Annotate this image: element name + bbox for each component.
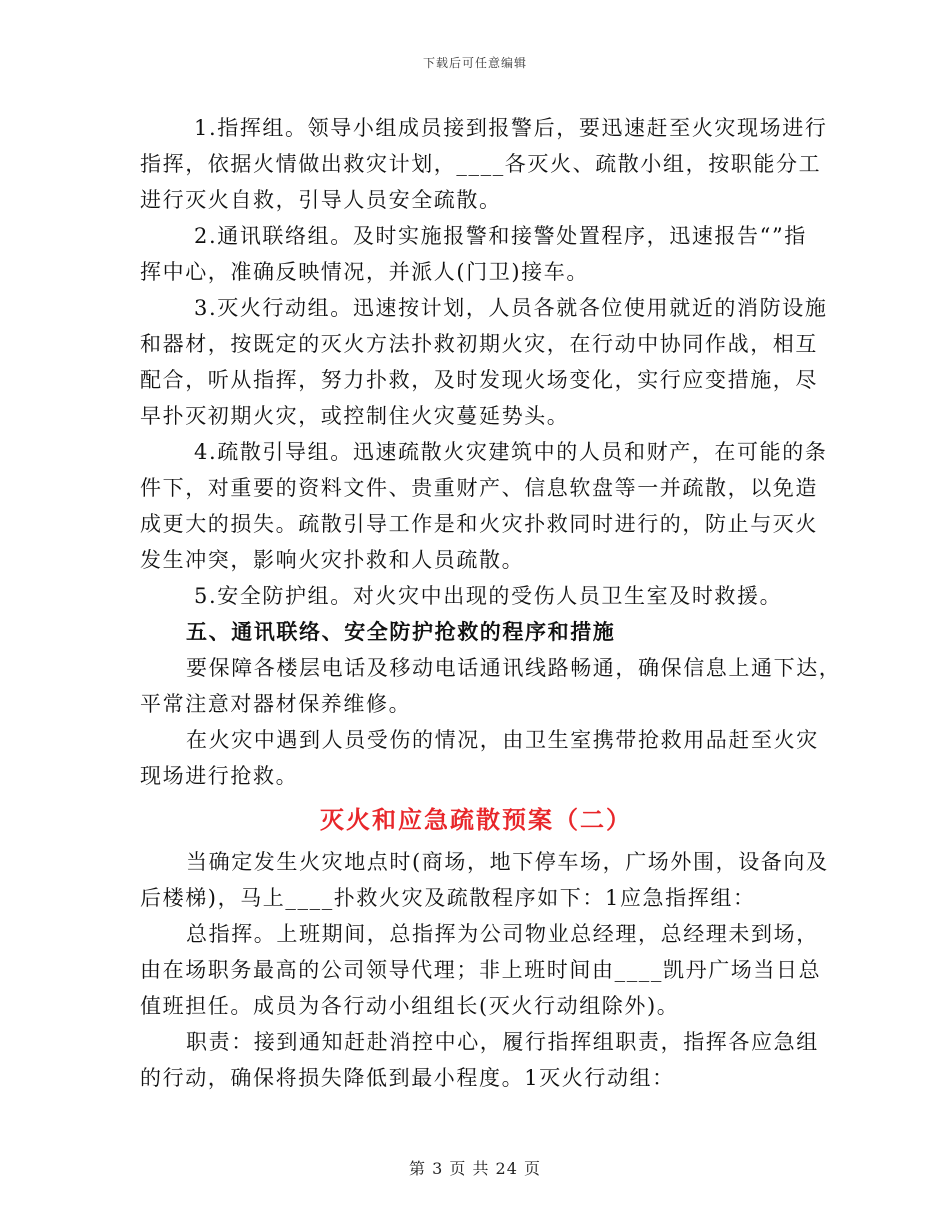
- text-line: 成更大的损失。疏散引导工作是和火灾扑救同时进行的，防止与灭火: [140, 512, 818, 536]
- text-line: 指挥，依据火情做出救灾计划，____各灭火、疏散小组，按职能分工: [140, 152, 822, 176]
- page-number: 第 3 页 共 24 页: [409, 1159, 541, 1178]
- text-line: 的行动，确保将损失降低到最小程度。1灭火行动组：: [140, 1066, 675, 1090]
- text-line: 现场进行抢救。: [140, 764, 299, 788]
- text-line: 4.疏散引导组。迅速疏散火灾建筑中的人员和财产，在可能的条: [194, 440, 828, 464]
- text-line: 当确定发生火灾地点时(商场，地下停车场，广场外围，设备向及: [186, 850, 829, 874]
- text-line: 2.通讯联络组。及时实施报警和接警处置程序，迅速报告“”指: [194, 224, 807, 248]
- document-body: [140, 110, 842, 1096]
- paragraph-communication-group: [140, 218, 812, 290]
- paragraph-firefighting-group: [140, 290, 828, 434]
- paragraph-duties: [140, 1024, 819, 1096]
- paragraph-injury-handling: [140, 722, 819, 794]
- paragraph-commander: [140, 916, 822, 1024]
- text-line: 要保障各楼层电话及移动电话通讯线路畅通，确保信息上通下达，: [186, 656, 842, 680]
- text-line: 后楼梯)，马上____扑救火灾及疏散程序如下：1应急指挥组：: [140, 886, 756, 910]
- text-line: 发生冲突，影响火灾扑救和人员疏散。: [140, 548, 525, 572]
- paragraph-communication-lines: [140, 650, 842, 722]
- text-line: 配合，听从指挥，努力扑救，及时发现火场变化，实行应变措施，尽: [140, 368, 818, 392]
- text-line: 5.安全防护组。对火灾中出现的受伤人员卫生室及时救援。: [194, 584, 783, 608]
- text-line: 3.灭火行动组。迅速按计划，人员各就各位使用就近的消防设施: [194, 296, 828, 320]
- paragraph-evacuation-group: [140, 434, 828, 578]
- text-line: 1.指挥组。领导小组成员接到报警后，要迅速赶至火灾现场进行: [194, 116, 828, 140]
- text-line: 平常注意对器材保养维修。: [140, 692, 412, 716]
- paragraph-fire-location: [140, 844, 829, 916]
- text-line: 总指挥。上班期间，总指挥为公司物业总经理，总经理未到场，: [186, 922, 819, 946]
- text-line: 进行灭火自救，引导人员安全疏散。: [140, 188, 502, 212]
- text-line: 在火灾中遇到人员受伤的情况，由卫生室携带抢救用品赶至火灾: [186, 728, 819, 752]
- section-heading: 五、通讯联络、安全防护抢救的程序和措施: [186, 619, 616, 644]
- text-line: 早扑灭初期火灾，或控制住火灾蔓延势头。: [140, 404, 570, 428]
- document-title: 灭火和应急疏散预案（二）: [320, 805, 632, 834]
- text-line: 由在场职务最高的公司领导代理；非上班时间由____凯丹广场当日总: [140, 958, 822, 982]
- page-header: 下载后可任意编辑: [422, 56, 527, 70]
- text-line: 件下，对重要的资料文件、贵重财产、信息软盘等一并疏散，以免造: [140, 476, 818, 500]
- text-line: 职责：接到通知赶赴消控中心，履行指挥组职责，指挥各应急组: [186, 1030, 819, 1054]
- text-line: 值班担任。成员为各行动小组组长(灭火行动组除外)。: [140, 994, 680, 1018]
- paragraph-safety-group: [140, 578, 812, 614]
- text-line: 和器材，按既定的灭火方法扑救初期火灾，在行动中协同作战，相互: [140, 332, 818, 356]
- text-line: 挥中心，准确反映情况，并派人(门卫)接车。: [140, 260, 589, 284]
- paragraph-command-group: [140, 110, 828, 218]
